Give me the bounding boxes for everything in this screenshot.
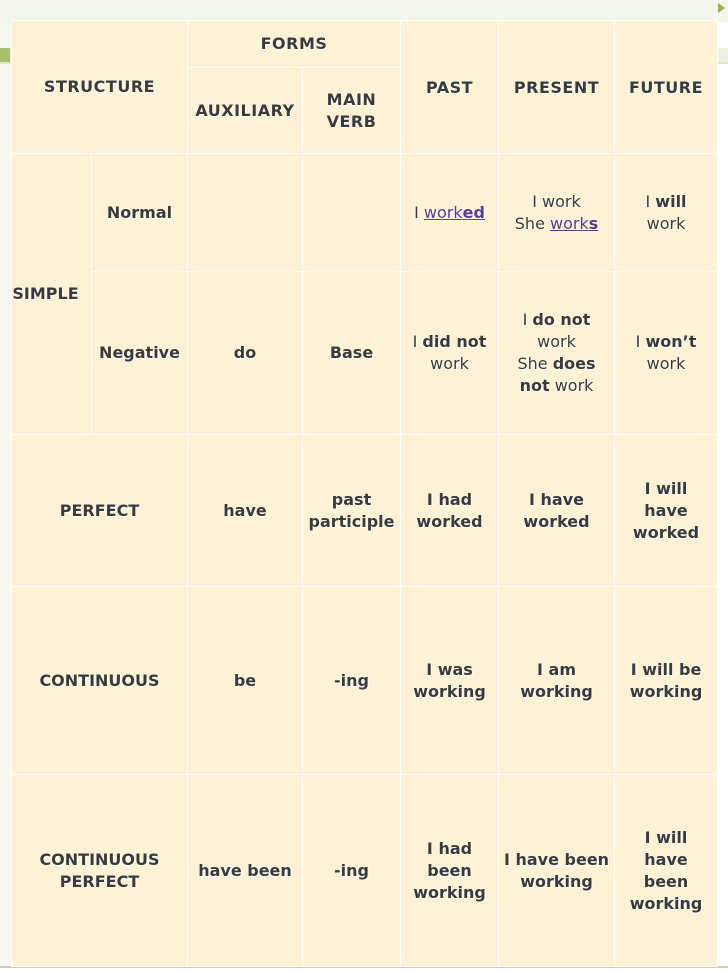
header-structure: STRUCTURE [12, 21, 188, 154]
cell-perfect-future: I will have worked [615, 435, 718, 587]
row-continuous-perfect [12, 775, 718, 967]
cell-continuous-past: I was working [401, 587, 499, 775]
cell-continuous-main-verb: -ing [303, 587, 401, 775]
cell-normal-past: I worked [401, 154, 499, 272]
cell-perfect-main-verb: past participle [303, 435, 401, 587]
cell-negative-future: I won’t work [615, 272, 718, 435]
cell-continuous-perfect-auxiliary: have been [188, 775, 303, 967]
cell-continuous-auxiliary: be [188, 587, 303, 775]
header-past: PAST [401, 21, 499, 154]
cell-continuous-future: I will be working [615, 587, 718, 775]
slide-left-band [0, 22, 11, 967]
cell-negative-main-verb: Base [303, 272, 401, 435]
row-label-continuous-perfect: CONTINUOUS PERFECT [12, 775, 188, 967]
cell-continuous-perfect-main-verb: -ing [303, 775, 401, 967]
header-present: PRESENT [499, 21, 615, 154]
row-continuous [12, 587, 718, 775]
row-label-simple: SIMPLE [12, 154, 92, 435]
slide-accent-tab [0, 48, 10, 62]
slide-top-band [0, 0, 728, 22]
cell-negative-auxiliary: do [188, 272, 303, 435]
row-label-negative: Negative [92, 272, 188, 435]
cell-normal-present: I work She works [499, 154, 615, 272]
cell-perfect-past: I had worked [401, 435, 499, 587]
works-link[interactable]: works [550, 213, 599, 233]
cell-normal-main-verb [303, 154, 401, 272]
header-auxiliary: AUXILIARY [188, 68, 303, 154]
cell-perfect-present: I have worked [499, 435, 615, 587]
cell-negative-present: I do not work She does not work [499, 272, 615, 435]
cell-perfect-auxiliary: have [188, 435, 303, 587]
cell-negative-past: I did not work [401, 272, 499, 435]
tense-table [11, 20, 718, 967]
triangle-icon [718, 3, 725, 13]
row-simple-normal [12, 154, 718, 272]
cell-continuous-present: I am working [499, 587, 615, 775]
row-label-continuous: CONTINUOUS [12, 587, 188, 775]
row-simple-negative [12, 272, 718, 435]
header-row-1 [12, 21, 718, 68]
row-perfect [12, 435, 718, 587]
header-forms: FORMS [188, 21, 401, 68]
cell-continuous-perfect-present: I have been working [499, 775, 615, 967]
row-label-normal: Normal [92, 154, 188, 272]
worked-link[interactable]: worked [423, 202, 485, 222]
cell-normal-future: I will work [615, 154, 718, 272]
cell-continuous-perfect-past: I had been working [401, 775, 499, 967]
cell-continuous-perfect-future: I will have been working [615, 775, 718, 967]
header-future: FUTURE [615, 21, 718, 154]
row-label-perfect: PERFECT [12, 435, 188, 587]
header-main-verb: MAIN VERB [303, 68, 401, 154]
cell-normal-auxiliary [188, 154, 303, 272]
